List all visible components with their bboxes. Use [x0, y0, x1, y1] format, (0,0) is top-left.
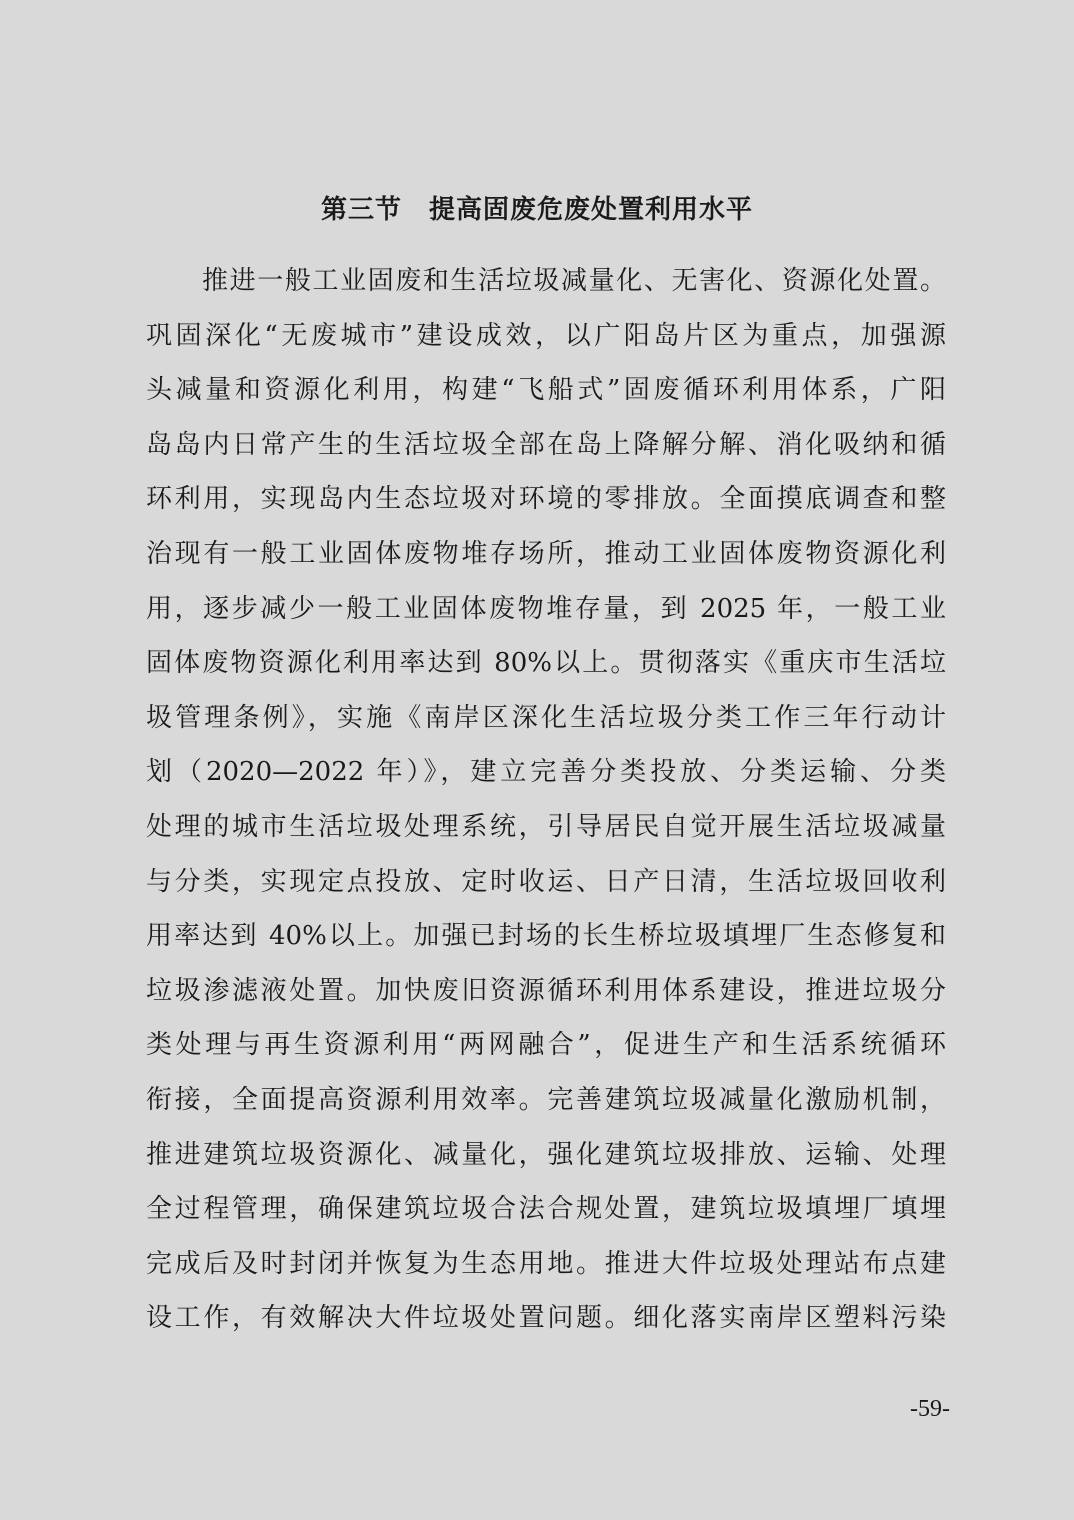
- paragraph-line: 固体废物资源化利用率达到 80%以上。贯彻落实《重庆市生活垃: [146, 648, 946, 679]
- paragraph-line: 用率达到 40%以上。加强已封场的长生桥垃圾填埋厂生态修复和: [146, 921, 946, 952]
- body-paragraph: [146, 254, 946, 1346]
- paragraph-line: 全过程管理，确保建筑垃圾合法合规处置，建筑垃圾填埋厂填埋: [146, 1194, 946, 1225]
- paragraph-line: 治现有一般工业固体废物堆存场所，推动工业固体废物资源化利: [146, 538, 946, 569]
- paragraph-line: 头减量和资源化利用，构建“飞船式”固废循环利用体系，广阳: [146, 375, 946, 406]
- paragraph-line: 类处理与再生资源利用“两网融合”，促进生产和生活系统循环: [146, 1030, 946, 1061]
- paragraph-line: 划（2020—2022 年）》，建立完善分类投放、分类运输、分类: [146, 757, 946, 788]
- paragraph-line: 推进建筑垃圾资源化、减量化，强化建筑垃圾排放、运输、处理: [146, 1139, 946, 1170]
- paragraph-line: 推进一般工业固废和生活垃圾减量化、无害化、资源化处置。: [202, 266, 946, 296]
- paragraph-line: 圾管理条例》，实施《南岸区深化生活垃圾分类工作三年行动计: [146, 702, 946, 733]
- page-number: -59-: [910, 1396, 950, 1422]
- paragraph-line: 巩固深化“无废城市”建设成效，以广阳岛片区为重点，加强源: [146, 320, 946, 351]
- section-heading: 第三节 提高固废危废处置利用水平: [320, 195, 753, 225]
- paragraph-line: 环利用，实现岛内生态垃圾对环境的零排放。全面摸底调查和整: [146, 484, 946, 515]
- paragraph-line: 完成后及时封闭并恢复为生态用地。推进大件垃圾处理站布点建: [146, 1248, 946, 1279]
- paragraph-line: 岛岛内日常产生的生活垃圾全部在岛上降解分解、消化吸纳和循: [146, 429, 946, 460]
- paragraph-line: 衔接，全面提高资源利用效率。完善建筑垃圾减量化激励机制，: [146, 1084, 946, 1115]
- paragraph-line: 垃圾渗滤液处置。加快废旧资源循环利用体系建设，推进垃圾分: [146, 975, 946, 1006]
- paragraph-line: 设工作，有效解决大件垃圾处置问题。细化落实南岸区塑料污染: [146, 1303, 946, 1334]
- paragraph-line: 用，逐步减少一般工业固体废物堆存量，到 2025 年，一般工业: [146, 593, 946, 624]
- paragraph-line: 处理的城市生活垃圾处理系统，引导居民自觉开展生活垃圾减量: [146, 811, 946, 842]
- paragraph-line: 与分类，实现定点投放、定时收运、日产日清，生活垃圾回收利: [146, 866, 946, 897]
